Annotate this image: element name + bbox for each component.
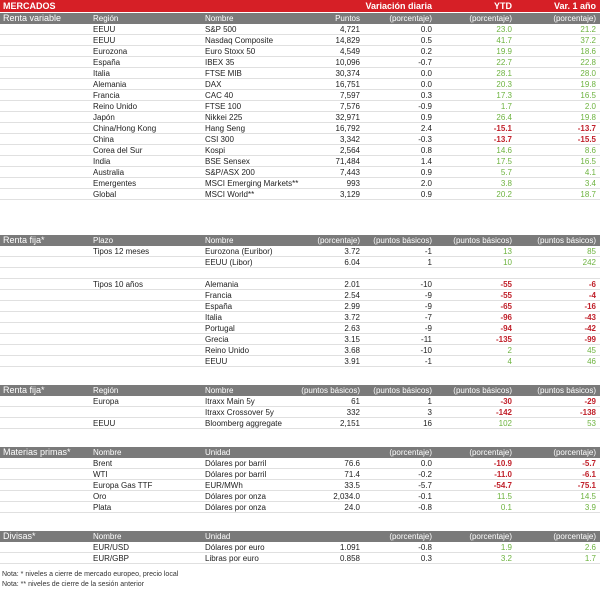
- cell: 2,564: [339, 146, 360, 155]
- table-row: [0, 145, 600, 156]
- cell: 85: [587, 247, 596, 256]
- cell: Dólares por barril: [205, 459, 267, 468]
- cell: -30: [500, 397, 512, 406]
- footnote: Nota: * niveles a cierre de mercado europeo, precio local: [2, 571, 179, 578]
- cell: -0.8: [418, 503, 432, 512]
- cell: -7: [424, 313, 432, 322]
- cell: 0.9: [420, 113, 432, 122]
- cell: 2,151: [339, 419, 360, 428]
- table-row: [0, 257, 600, 268]
- column-header: Nombre: [93, 532, 122, 541]
- cell: -142: [495, 408, 512, 417]
- cell: -13.7: [493, 135, 512, 144]
- credit-section: [0, 385, 600, 429]
- column-header: (puntos básicos): [373, 386, 432, 395]
- col-ytd-header: YTD: [494, 1, 512, 11]
- cell: 3.68: [344, 346, 360, 355]
- table-row: [0, 46, 600, 57]
- cell: 0.3: [420, 554, 432, 563]
- cell: 0.5: [420, 36, 432, 45]
- cell: 1.091: [339, 543, 360, 552]
- table-row: [0, 189, 600, 200]
- cell: -65: [500, 302, 512, 311]
- section-title: Divisas*: [3, 531, 36, 541]
- row-label: Eurozona: [93, 47, 128, 56]
- cell: 3,342: [339, 135, 360, 144]
- cell: -29: [584, 397, 596, 406]
- column-header: Nombre: [93, 448, 122, 457]
- table-row: [0, 290, 600, 301]
- cell: 6.04: [344, 258, 360, 267]
- cell: Itraxx Main 5y: [205, 397, 255, 406]
- cell: 1: [427, 258, 432, 267]
- cell: FTSE MIB: [205, 69, 242, 78]
- cell: -16: [584, 302, 596, 311]
- cell: -1: [424, 247, 432, 256]
- table-row: [0, 480, 600, 491]
- cell: -42: [584, 324, 596, 333]
- equities-section: [0, 13, 600, 200]
- cell: Itraxx Crossover 5y: [205, 408, 274, 417]
- cell: Italia: [205, 313, 222, 322]
- cell: 2.01: [344, 280, 360, 289]
- table-row: [0, 167, 600, 178]
- column-header: Nombre: [205, 236, 234, 245]
- column-header: (porcentaje): [389, 14, 432, 23]
- column-header: (porcentaje): [469, 14, 512, 23]
- footnotes: [2, 570, 178, 590]
- row-label: Brent: [93, 459, 113, 468]
- cell: 20.3: [496, 80, 512, 89]
- cell: 3.72: [344, 313, 360, 322]
- section-header: [0, 235, 600, 246]
- cell: -6.1: [582, 470, 596, 479]
- table-row: [0, 90, 600, 101]
- col-year-header: Var. 1 año: [553, 1, 596, 11]
- title-bar: [0, 0, 600, 12]
- cell: 45: [587, 346, 596, 355]
- row-label: España: [93, 58, 121, 67]
- row-label: Europa Gas TTF: [93, 481, 153, 490]
- row-label: Tipos 10 años: [93, 280, 143, 289]
- commodities-section: [0, 447, 600, 513]
- cell: -10.9: [493, 459, 512, 468]
- column-header: (porcentaje): [553, 532, 596, 541]
- section-header: [0, 13, 600, 24]
- cell: 7,576: [339, 102, 360, 111]
- cell: 4.1: [584, 168, 596, 177]
- table-row: [0, 112, 600, 123]
- cell: CAC 40: [205, 91, 234, 100]
- footnote: Nota: ** niveles de cierre de la sesión anterior: [2, 581, 145, 588]
- cell: -9: [424, 302, 432, 311]
- cell: Hang Seng: [205, 124, 246, 133]
- cell: 2.4: [420, 124, 432, 133]
- cell: 3.15: [344, 335, 360, 344]
- cell: 17.5: [496, 157, 512, 166]
- cell: -1: [424, 357, 432, 366]
- cell: 0.8: [420, 146, 432, 155]
- cell: Reino Unido: [205, 346, 250, 355]
- column-header: Región: [93, 14, 119, 23]
- column-header: Plazo: [93, 236, 114, 245]
- row-label: WTI: [93, 470, 108, 479]
- cell: -55: [500, 280, 512, 289]
- cell: -0.9: [418, 102, 432, 111]
- currencies-section: [0, 531, 600, 564]
- cell: 7,443: [339, 168, 360, 177]
- column-header: (porcentaje): [469, 532, 512, 541]
- table-row: [0, 345, 600, 356]
- table-row: [0, 491, 600, 502]
- row-label: Emergentes: [93, 179, 137, 188]
- cell: 26.4: [496, 113, 512, 122]
- cell: -5.7: [418, 481, 432, 490]
- row-label: Japón: [93, 113, 115, 122]
- cell: -15.5: [577, 135, 596, 144]
- column-header: (porcentaje): [469, 448, 512, 457]
- cell: 1.9: [500, 543, 512, 552]
- cell: 41.7: [496, 36, 512, 45]
- table-row: [0, 356, 600, 367]
- cell: -94: [500, 324, 512, 333]
- column-header: Unidad: [205, 532, 231, 541]
- cell: 14.5: [580, 492, 596, 501]
- section-header: [0, 531, 600, 542]
- cell: 0.0: [420, 80, 432, 89]
- column-header: (puntos básicos): [373, 236, 432, 245]
- cell: 22.8: [580, 58, 596, 67]
- column-header: Nombre: [205, 386, 234, 395]
- cell: IBEX 35: [205, 58, 235, 67]
- column-header: (porcentaje): [389, 532, 432, 541]
- cell: 3,129: [339, 190, 360, 199]
- table-row: [0, 24, 600, 35]
- cell: 2,034.0: [333, 492, 360, 501]
- cell: 3.8: [500, 179, 512, 188]
- cell: 102: [498, 419, 512, 428]
- row-label: EEUU: [93, 25, 116, 34]
- table-row: [0, 178, 600, 189]
- cell: 11.5: [497, 492, 512, 501]
- cell: 2.6: [584, 543, 596, 552]
- cell: 16: [423, 419, 432, 428]
- cell: Alemania: [205, 280, 239, 289]
- cell: 71,484: [335, 157, 360, 166]
- cell: 16,751: [335, 80, 360, 89]
- row-label: EUR/GBP: [93, 554, 130, 563]
- cell: Grecia: [205, 335, 229, 344]
- row-label: EUR/USD: [93, 543, 130, 552]
- cell: 1.7: [500, 102, 512, 111]
- cell: 37.2: [580, 36, 596, 45]
- cell: 7,597: [339, 91, 360, 100]
- cell: 3.9: [584, 503, 596, 512]
- column-header: (porcentaje): [553, 448, 596, 457]
- column-header: (puntos básicos): [301, 386, 360, 395]
- cell: 22.7: [496, 58, 512, 67]
- cell: 0.858: [339, 554, 360, 563]
- column-header: Unidad: [205, 448, 231, 457]
- cell: 71.4: [344, 470, 360, 479]
- cell: 28.0: [580, 69, 596, 78]
- table-row: [0, 553, 600, 564]
- cell: Dólares por onza: [205, 492, 266, 501]
- cell: -55: [500, 291, 512, 300]
- cell: 33.5: [344, 481, 360, 490]
- table-row: [0, 156, 600, 167]
- cell: Nikkei 225: [205, 113, 243, 122]
- cell: España: [205, 302, 233, 311]
- column-header: (puntos básicos): [537, 386, 596, 395]
- section-header: [0, 385, 600, 396]
- cell: -0.7: [418, 58, 432, 67]
- cell: FTSE 100: [205, 102, 242, 111]
- cell: 19.8: [580, 113, 596, 122]
- table-row: [0, 101, 600, 112]
- rates-section: [0, 235, 600, 367]
- cell: 242: [582, 258, 596, 267]
- row-label: India: [93, 157, 111, 166]
- cell: -43: [584, 313, 596, 322]
- row-label: Australia: [93, 168, 125, 177]
- table-row: [0, 279, 600, 290]
- cell: 24.0: [344, 503, 360, 512]
- cell: 53: [587, 419, 596, 428]
- cell: 14,829: [335, 36, 360, 45]
- cell: 46: [587, 357, 596, 366]
- section-title: Materias primas*: [3, 447, 71, 457]
- cell: 19.9: [496, 47, 512, 56]
- cell: 5.7: [500, 168, 512, 177]
- row-label: Italia: [93, 69, 110, 78]
- cell: 1.7: [584, 554, 596, 563]
- row-label: China/Hong Kong: [93, 124, 157, 133]
- cell: 3.2: [500, 554, 512, 563]
- cell: 0.0: [420, 459, 432, 468]
- cell: 4: [507, 357, 512, 366]
- cell: Bloomberg aggregate: [205, 419, 282, 428]
- column-header: (puntos básicos): [537, 236, 596, 245]
- cell: Kospi: [205, 146, 226, 155]
- column-header: (puntos básicos): [453, 236, 512, 245]
- cell: -11.0: [494, 470, 512, 479]
- column-header: (porcentaje): [317, 236, 360, 245]
- row-label: EEUU: [93, 419, 116, 428]
- cell: 2: [507, 346, 512, 355]
- row-label: Europa: [93, 397, 119, 406]
- cell: 76.6: [344, 459, 360, 468]
- cell: S&P/ASX 200: [205, 168, 255, 177]
- cell: -5.7: [582, 459, 596, 468]
- cell: -6: [588, 280, 596, 289]
- column-header: (puntos básicos): [453, 386, 512, 395]
- cell: 16,792: [335, 124, 360, 133]
- cell: 8.6: [584, 146, 596, 155]
- cell: -9: [424, 291, 432, 300]
- table-row: [0, 502, 600, 513]
- table-row: [0, 396, 600, 407]
- section-title: Renta variable: [3, 13, 62, 23]
- row-label: EEUU: [93, 36, 116, 45]
- cell: -0.3: [418, 135, 432, 144]
- col-daily-header: Variación diaria: [365, 1, 432, 11]
- row-label: Tipos 12 meses: [93, 247, 150, 256]
- cell: 19.8: [580, 80, 596, 89]
- row-label: Alemania: [93, 80, 127, 89]
- table-row: [0, 323, 600, 334]
- cell: 28.1: [496, 69, 512, 78]
- cell: -96: [500, 313, 512, 322]
- cell: 16.5: [580, 157, 596, 166]
- cell: BSE Sensex: [205, 157, 250, 166]
- column-header: Nombre: [205, 14, 234, 23]
- cell: 4,549: [339, 47, 360, 56]
- cell: Dólares por onza: [205, 503, 266, 512]
- table-row: [0, 134, 600, 145]
- column-header: (porcentaje): [389, 448, 432, 457]
- cell: EEUU (Libor): [205, 258, 253, 267]
- cell: 2.99: [344, 302, 360, 311]
- section-title: Renta fija*: [3, 385, 45, 395]
- section-header: [0, 447, 600, 458]
- cell: MSCI Emerging Markets**: [205, 179, 299, 188]
- cell: 2.0: [584, 102, 596, 111]
- cell: -15.1: [493, 124, 512, 133]
- cell: -0.2: [418, 470, 432, 479]
- cell: 32,971: [335, 113, 360, 122]
- cell: Francia: [205, 291, 232, 300]
- page-title: MERCADOS: [3, 1, 56, 11]
- cell: S&P 500: [205, 25, 237, 34]
- cell: -0.8: [418, 543, 432, 552]
- cell: -54.7: [493, 481, 512, 490]
- cell: 3.72: [344, 247, 360, 256]
- cell: 0.3: [420, 91, 432, 100]
- table-row: [0, 407, 600, 418]
- cell: -10: [420, 280, 432, 289]
- cell: 10: [503, 258, 512, 267]
- section-title: Renta fija*: [3, 235, 45, 245]
- row-label: Plata: [93, 503, 112, 512]
- cell: Nasdaq Composite: [205, 36, 274, 45]
- row-label: Reino Unido: [93, 102, 138, 111]
- cell: Dólares por euro: [205, 543, 265, 552]
- table-row: [0, 35, 600, 46]
- cell: 21.2: [580, 25, 596, 34]
- cell: 23.0: [496, 25, 512, 34]
- cell: -99: [584, 335, 596, 344]
- cell: MSCI World**: [205, 190, 255, 199]
- row-label: Francia: [93, 91, 120, 100]
- cell: Euro Stoxx 50: [205, 47, 256, 56]
- cell: 1.4: [420, 157, 432, 166]
- table-row: [0, 246, 600, 257]
- cell: 3.91: [344, 357, 360, 366]
- table-row: [0, 57, 600, 68]
- cell: -10: [420, 346, 432, 355]
- cell: 18.6: [580, 47, 596, 56]
- row-label: China: [93, 135, 114, 144]
- cell: DAX: [205, 80, 222, 89]
- cell: 0.1: [500, 503, 512, 512]
- cell: Dólares por barril: [205, 470, 267, 479]
- cell: 1: [427, 397, 432, 406]
- table-row: [0, 418, 600, 429]
- table-row: [0, 68, 600, 79]
- row-label: Oro: [93, 492, 107, 501]
- table-row: [0, 123, 600, 134]
- cell: 30,374: [335, 69, 360, 78]
- cell: -9: [424, 324, 432, 333]
- row-label: Global: [93, 190, 117, 199]
- table-row: [0, 268, 600, 279]
- table-row: [0, 458, 600, 469]
- cell: EEUU: [205, 357, 228, 366]
- cell: 993: [346, 179, 360, 188]
- cell: 0.2: [420, 47, 432, 56]
- cell: 3: [427, 408, 432, 417]
- cell: 13: [503, 247, 512, 256]
- cell: 0.0: [420, 25, 432, 34]
- column-header: (porcentaje): [553, 14, 596, 23]
- cell: 2.54: [344, 291, 360, 300]
- cell: 0.9: [420, 168, 432, 177]
- cell: Libras por euro: [205, 554, 259, 563]
- cell: 20.2: [496, 190, 512, 199]
- table-row: [0, 301, 600, 312]
- cell: 18.7: [580, 190, 596, 199]
- table-row: [0, 334, 600, 345]
- cell: 2.63: [344, 324, 360, 333]
- cell: -11: [421, 335, 432, 344]
- cell: 16.5: [580, 91, 596, 100]
- table-row: [0, 542, 600, 553]
- cell: -75.1: [577, 481, 596, 490]
- cell: Eurozona (Euribor): [205, 247, 273, 256]
- cell: -13.7: [577, 124, 596, 133]
- cell: 17.3: [496, 91, 512, 100]
- table-row: [0, 79, 600, 90]
- cell: 14.6: [496, 146, 512, 155]
- cell: -4: [588, 291, 596, 300]
- cell: 4,721: [339, 25, 360, 34]
- cell: 0.9: [420, 190, 432, 199]
- column-header: Puntos: [335, 14, 360, 23]
- cell: 332: [346, 408, 360, 417]
- table-row: [0, 469, 600, 480]
- cell: 3.4: [584, 179, 596, 188]
- cell: 10,096: [335, 58, 360, 67]
- cell: Portugal: [205, 324, 235, 333]
- cell: 61: [351, 397, 360, 406]
- cell: EUR/MWh: [205, 481, 243, 490]
- cell: -135: [495, 335, 512, 344]
- cell: 0.0: [420, 69, 432, 78]
- cell: CSI 300: [205, 135, 234, 144]
- table-row: [0, 312, 600, 323]
- cell: 2.0: [420, 179, 432, 188]
- column-header: Región: [93, 386, 119, 395]
- cell: -138: [579, 408, 596, 417]
- row-label: Corea del Sur: [93, 146, 143, 155]
- cell: -0.1: [418, 492, 432, 501]
